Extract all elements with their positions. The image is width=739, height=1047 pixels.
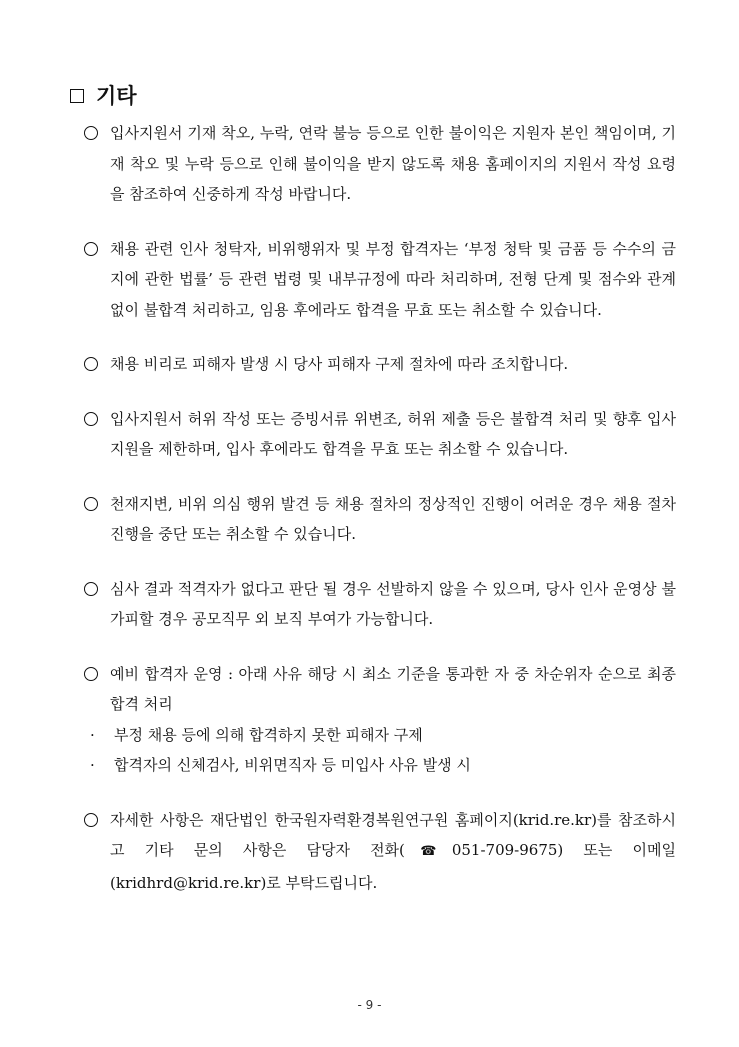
list-item-text: 입사지원서 허위 작성 또는 증빙서류 위변조, 허위 제출 등은 불합격 처리 및 향후 입사 지원을 제한하며, 입사 후에라도 합격을 무효 또는 취소할 수 있습니다. xyxy=(110,409,676,458)
list-item-text: 채용 비리로 피해자 발생 시 당사 피해자 구제 절차에 따라 조치합니다. xyxy=(110,355,569,373)
list-item xyxy=(84,118,676,210)
list-item xyxy=(84,349,676,380)
list-item xyxy=(84,574,676,635)
sub-list-item xyxy=(84,750,676,781)
list-item xyxy=(84,659,676,720)
circle-bullet-icon xyxy=(84,582,98,596)
list-item-text: 채용 관련 인사 청탁자, 비위행위자 및 부정 합격자는 ‘부정 청탁 및 금품 등 수수의 금지에 관한 법률’ 등 관련 법령 및 내부규정에 따라 처리하며, 전형 단계 및 점수와 관계없이 불합격 처리하고, 임용 후에라도 합격을 무효 또는 취소할 수 있습니다. xyxy=(110,239,676,319)
circle-bullet-icon xyxy=(84,412,98,426)
list-item xyxy=(84,234,676,326)
list-item-text: 천재지변, 비위 의심 행위 발견 등 채용 절차의 정상적인 진행이 어려운 경우 채용 절차 진행을 중단 또는 취소할 수 있습니다. xyxy=(110,494,676,543)
section-title xyxy=(70,82,137,110)
list-item-text: 심사 결과 적격자가 없다고 판단 될 경우 선발하지 않을 수 있으며, 당사 인사 운영상 불가피할 경우 공모직무 외 보직 부여가 가능합니다. xyxy=(110,579,676,628)
contact-text-before: 자세한 사항은 재단법인 한국원자력환경복원연구원 홈페이지(krid.re.kr)를 참조하시고 기타 문의 사항은 담당자 전화( xyxy=(110,810,676,859)
page-number: - 9 - xyxy=(357,998,382,1012)
circle-bullet-icon xyxy=(84,813,98,827)
sub-list-item-text: 부정 채용 등에 의해 합격하지 못한 피해자 구제 xyxy=(114,725,423,744)
contact-phone: 051-709-9675 xyxy=(451,841,558,859)
notice-list xyxy=(84,118,676,898)
list-item-text: 입사지원서 기재 착오, 누락, 연락 불능 등으로 인한 불이익은 지원자 본인 책임이며, 기재 착오 및 누락 등으로 인해 불이익을 받지 않도록 채용 홈페이지의 지원서 작성 요령을 참조하여 신중하게 작성 바랍니다. xyxy=(110,124,676,203)
list-item-text: 예비 합격자 운영 : 아래 사유 해당 시 최소 기준을 통과한 자 중 차순위자 순으로 최종 합격 처리 xyxy=(110,664,676,713)
sub-list-item xyxy=(84,720,676,751)
list-item xyxy=(84,489,676,550)
circle-bullet-icon xyxy=(84,667,98,681)
dot-bullet: · xyxy=(90,725,95,744)
circle-bullet-icon xyxy=(84,126,98,140)
circle-bullet-icon xyxy=(84,242,98,256)
square-bullet-icon xyxy=(70,89,84,103)
contact-text-after: ) 또는 이메일(kridhrd@krid.re.kr)로 부탁드립니다. xyxy=(110,841,676,892)
contact-item xyxy=(84,805,676,899)
circle-bullet-icon xyxy=(84,357,98,371)
contact-text xyxy=(110,805,676,899)
phone-icon: ☎ xyxy=(404,844,452,859)
sub-list-item-text: 합격자의 신체검사, 비위면직자 등 미입사 사유 발생 시 xyxy=(114,756,471,774)
dot-bullet: · xyxy=(90,756,95,774)
list-item xyxy=(84,404,676,465)
circle-bullet-icon xyxy=(84,497,98,511)
section-title-text: 기타 xyxy=(96,84,137,108)
